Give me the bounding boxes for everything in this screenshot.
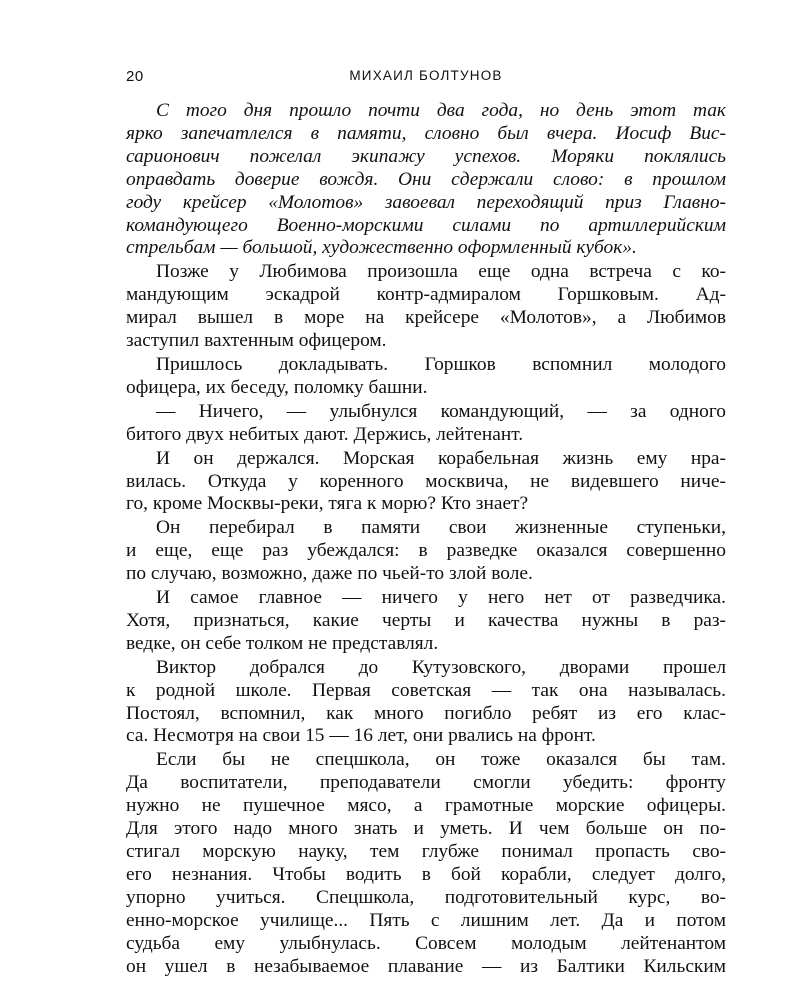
paragraph [126, 587, 726, 656]
text-line: и еще, еще раз убеждался: в разведке оказался совершенно [126, 540, 726, 562]
paragraph [126, 517, 726, 586]
text-line: офицера, их беседу, поломку башни. [126, 376, 428, 398]
text-line: году крейсер «Молотов» завоевал переходящий приз Главно- [126, 191, 726, 213]
text-line: ярко запечатлелся в памяти, словно был вчера. Иосиф Вис- [126, 122, 726, 144]
text-line: — Ничего, — улыбнулся командующий, — за одного [156, 400, 726, 422]
text-line: С того дня прошло почти два года, но день этот так [156, 100, 726, 121]
text-line: Позже у Любимова произошла еще одна встреча с ко- [156, 261, 726, 283]
text-line: са. Несмотря на свои 15 — 16 лет, они рвались на фронт. [126, 725, 596, 747]
text-line: мирал вышел в море на крейсере «Молотов», а Любимов [126, 307, 726, 329]
text-line: Постоял, вспомнил, как много погибло ребят из его клас- [126, 702, 726, 724]
text-line: Хотя, признаться, какие черты и качества нужны в раз- [126, 609, 726, 631]
text-line: Виктор добрался до Кутузовского, дворами прошел [156, 656, 726, 678]
page-number: 20 [126, 68, 144, 85]
text-line: битого двух небитых дают. Держись, лейтенант. [126, 423, 524, 445]
text-line: заступил вахтенным офицером. [126, 330, 387, 352]
paragraph [126, 354, 726, 400]
text-line: Пришлось докладывать. Горшков вспомнил молодого [156, 353, 726, 375]
text-line: вилась. Откуда у коренного москвича, не видевшего ниче- [126, 470, 726, 492]
text-line: ведке, он себе толком не представлял. [126, 632, 439, 654]
text-line: судьба ему улыбнулась. Совсем молодым лейтенантом [126, 932, 726, 954]
text-line: Да воспитатели, преподаватели смогли убедить: фронту [126, 772, 726, 794]
paragraph [126, 100, 726, 260]
text-line: И самое главное — ничего у него нет от разведчика. [156, 587, 726, 609]
text-line: упорно учиться. Спецшкола, подготовительный курс, во- [126, 886, 726, 908]
text-line: его незнания. Чтобы водить в бой корабли, следует долго, [126, 863, 726, 885]
text-line: он ушел в незабываемое плавание — из Балтики Кильским [126, 955, 726, 977]
paragraph [126, 657, 726, 749]
paragraph [126, 448, 726, 517]
book-page [126, 60, 726, 978]
paragraph [126, 401, 726, 447]
paragraph [126, 261, 726, 353]
text-line: Он перебирал в памяти свои жизненные ступеньки, [156, 517, 726, 539]
text-line: И он держался. Морская корабельная жизнь ему нра- [156, 447, 726, 469]
body-text [126, 100, 726, 978]
text-line: нужно не пушечное мясо, а грамотные морские офицеры. [126, 795, 726, 817]
text-line: стигал морскую науку, тем глубже понимал пропасть сво- [126, 841, 726, 862]
running-head-author: МИХАИЛ БОЛТУНОВ [349, 68, 503, 83]
paragraph [126, 749, 726, 978]
text-line: сарионович пожелал экипажу успехов. Моряки поклялись [126, 145, 726, 167]
text-line: стрельбам — большой, художественно оформленный кубок». [126, 237, 637, 259]
text-line: командующего Военно-морскими силами по артиллерийским [126, 214, 726, 236]
text-line: го, кроме Москвы-реки, тяга к морю? Кто знает? [126, 493, 529, 515]
text-line: по случаю, возможно, даже по чьей-то злой воле. [126, 563, 533, 585]
text-line: к родной школе. Первая советская — так она называлась. [126, 679, 726, 701]
text-line: мандующим эскадрой контр-адмиралом Горшковым. Ад- [126, 284, 726, 306]
text-line: Если бы не спецшкола, он тоже оказался бы там. [156, 749, 726, 771]
text-line: енно-морское училище... Пять с лишним лет. Да и потом [126, 909, 726, 931]
page-header [126, 60, 726, 100]
text-line: оправдать доверие вождя. Они сдержали слово: в прошлом [126, 168, 726, 190]
text-line: Для этого надо много знать и уметь. И чем больше он по- [126, 818, 726, 840]
